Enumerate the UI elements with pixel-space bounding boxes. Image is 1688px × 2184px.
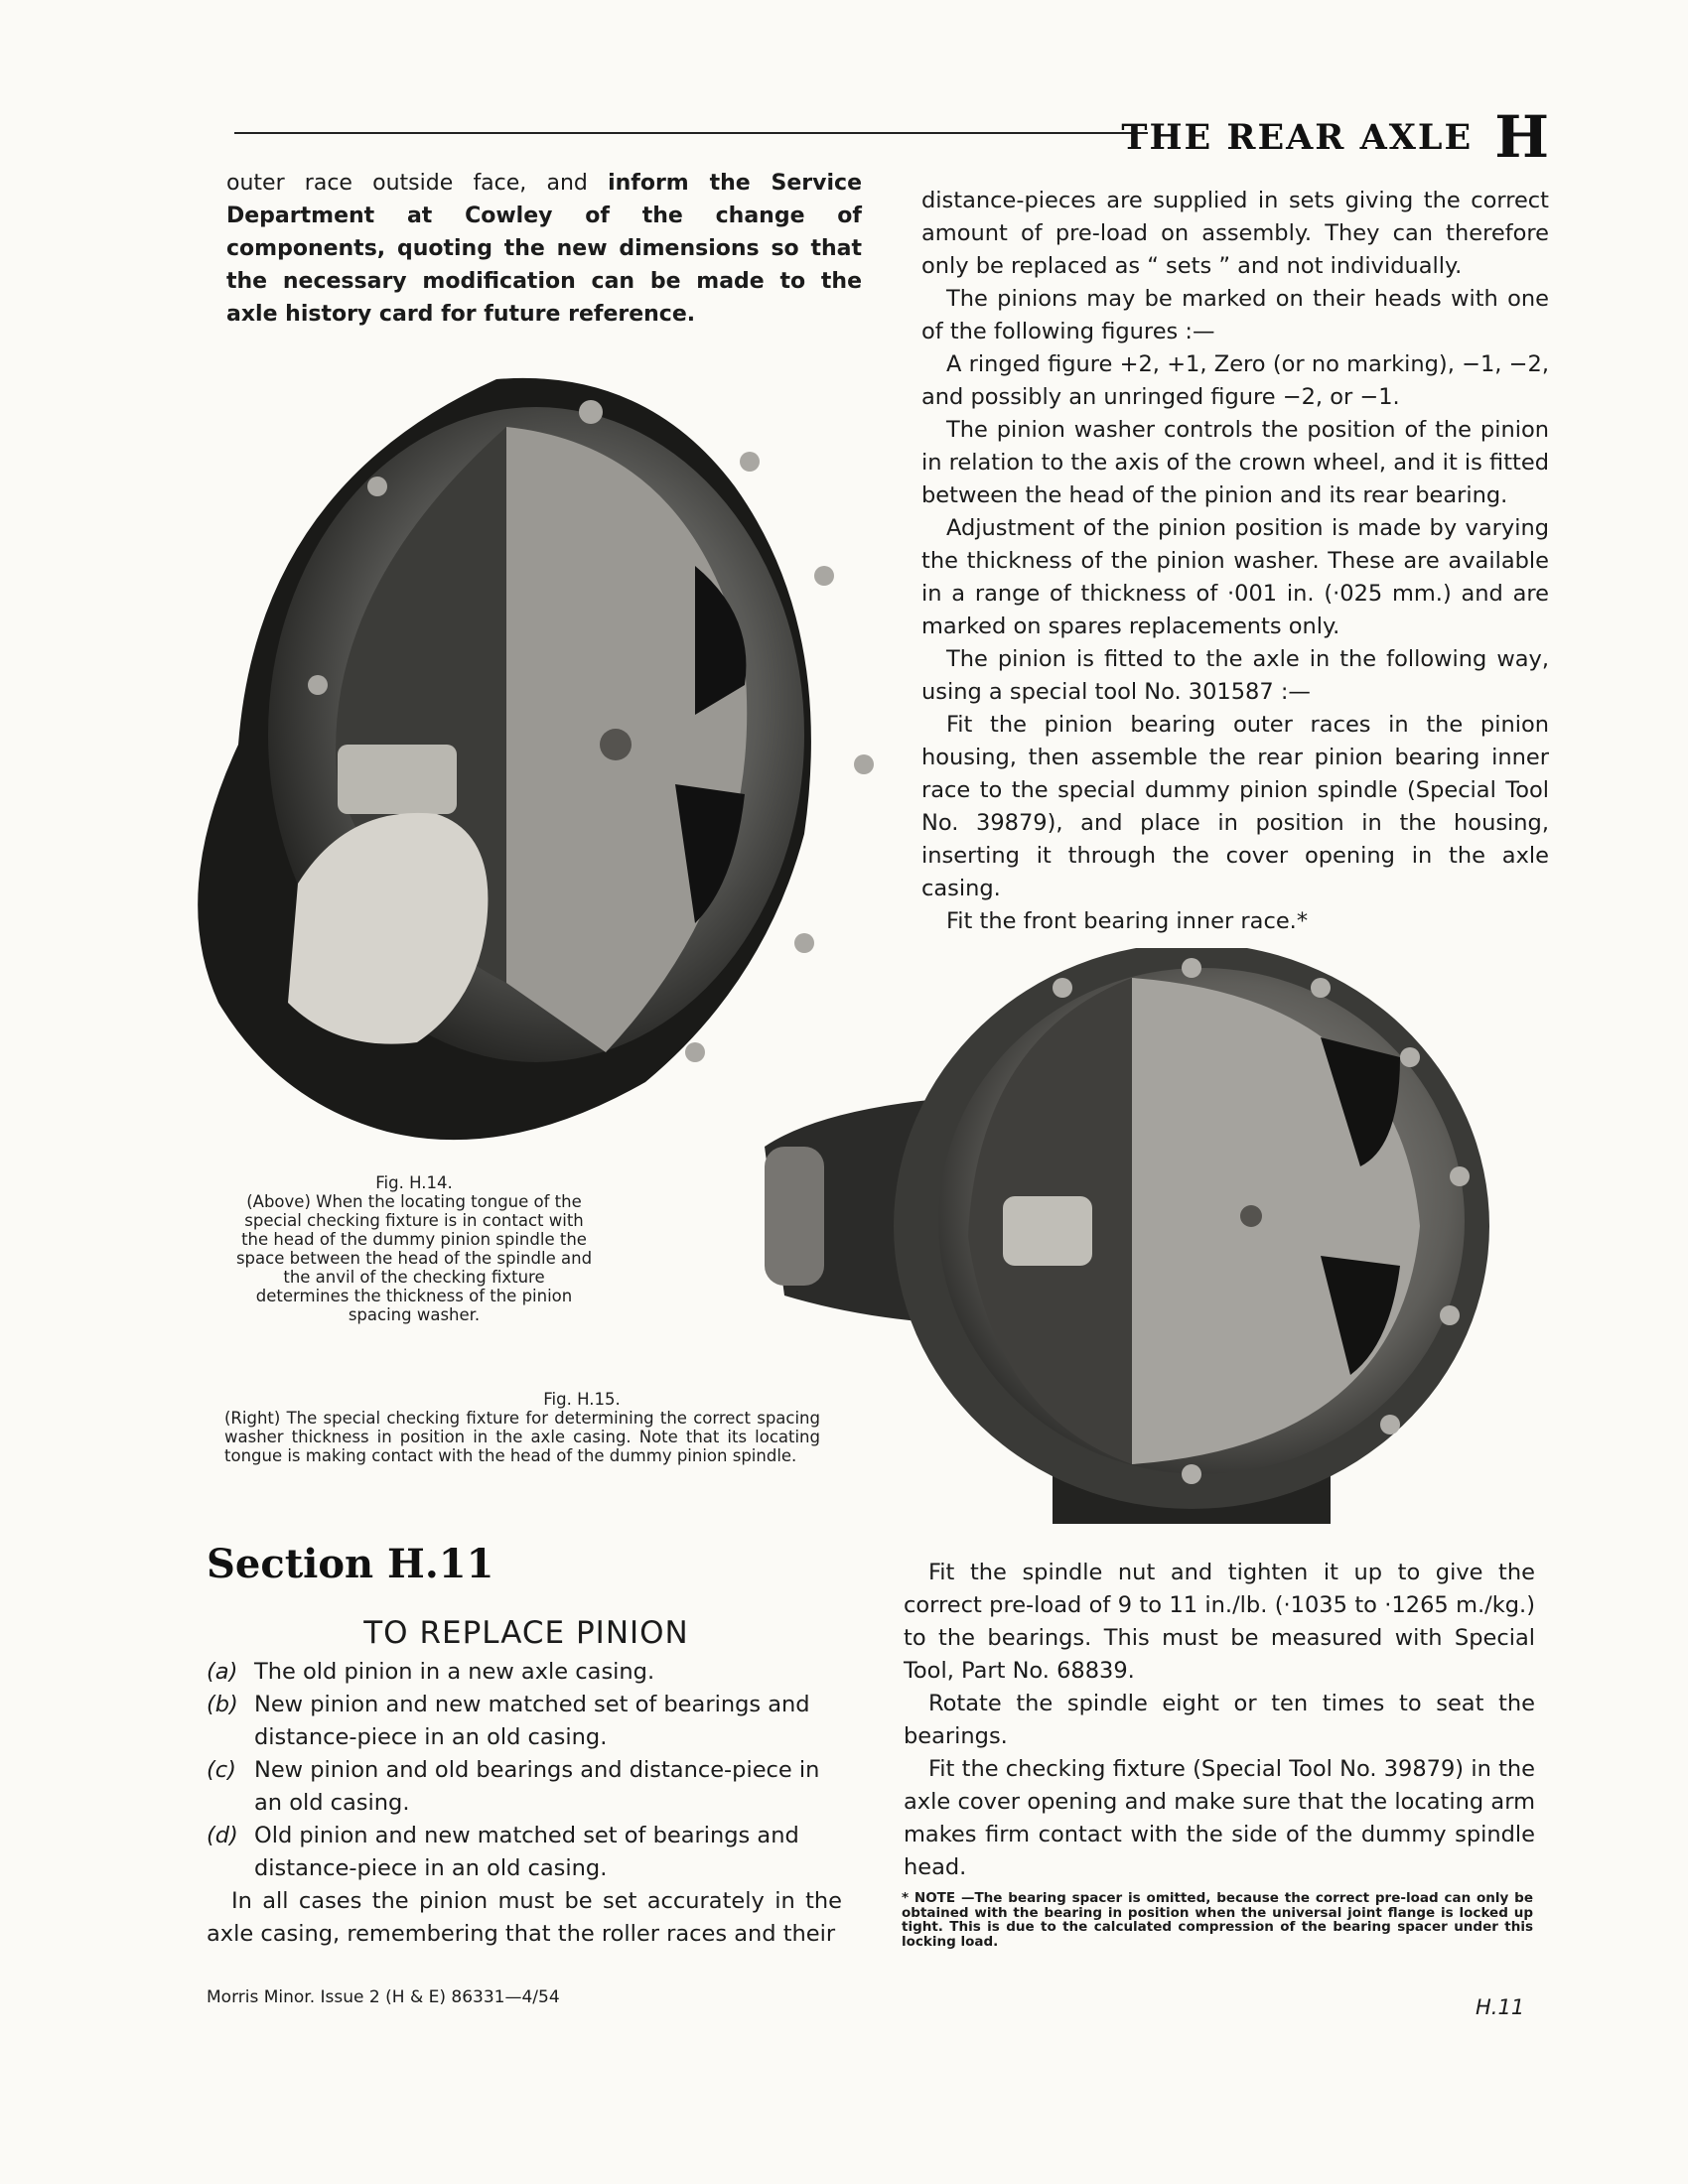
fig-h14-caption: (Above) When the locating tongue of the special checking fixture is in contact with the head of the dummy pinion spindle the space between the head of the spindle and the anvil of the checking fixture determines the thickness of the pinion spacing washer. <box>235 1192 593 1324</box>
list-item-label: (c) <box>207 1757 236 1783</box>
fig-h15-caption-block <box>224 1390 820 1465</box>
page-number: H.11 <box>1476 1995 1525 2019</box>
list-item <box>207 1656 842 1689</box>
section-closing-paragraph: In all cases the pinion must be set accurately in the axle casing, remembering that the roller races and their <box>207 1888 842 1947</box>
right-lower-paragraph: Fit the spindle nut and tighten it up to give the correct pre-load of 9 to 11 in./lb. (·1035 to ·1265 m./kg.) to the bearings. This must be measured with Special Tool, Part No. 68839. <box>904 1560 1535 1684</box>
page-header <box>1121 103 1551 171</box>
list-item-text: The old pinion in a new axle casing. <box>254 1659 655 1685</box>
footnote: * NOTE —The bearing spacer is omitted, because the correct pre-load can only be obtained with the bearing in position when the universal joint flange is locked up tight. This is due to the calculated compression of the bearing spacer under this locking load. <box>902 1890 1533 1950</box>
fig-h15-label: Fig. H.15. <box>543 1390 621 1409</box>
replace-pinion-list <box>207 1656 842 1951</box>
right-paragraph: Adjustment of the pinion position is made by varying the thickness of the pinion washer. These are available in a range of thickness of ·001 in. (·025 mm.) and are marked on spares replacements only. <box>921 515 1549 639</box>
list-item <box>207 1689 842 1754</box>
right-column <box>921 185 1549 938</box>
header-rule <box>234 132 1148 134</box>
right-paragraph: The pinion washer controls the position of the pinion in relation to the axis of the crown wheel, and it is fitted between the head of the pinion and its rear bearing. <box>921 417 1549 508</box>
list-item-label: (a) <box>207 1659 238 1685</box>
right-lower-paragraph: Rotate the spindle eight or ten times to seat the bearings. <box>904 1691 1535 1749</box>
list-item <box>207 1820 842 1885</box>
right-paragraph: distance-pieces are supplied in sets giving the correct amount of pre-load on assembly. They can therefore only be replaced as “ sets ” and not individually. <box>921 188 1549 279</box>
right-paragraph: The pinions may be marked on their heads with one of the following figures :— <box>921 286 1549 344</box>
right-paragraph: Fit the front bearing inner race.* <box>946 908 1309 934</box>
list-item-label: (b) <box>207 1692 238 1717</box>
right-paragraph: Fit the pinion bearing outer races in the pinion housing, then assemble the rear pinion bearing inner race to the special dummy pinion spindle (Special Tool No. 39879), and place in position in the housing, inserting it through the cover opening in the axle casing. <box>921 712 1549 901</box>
right-lower-column <box>904 1557 1535 1884</box>
fig-h14-caption-block <box>234 1173 594 1324</box>
left-top-paragraph <box>226 167 862 331</box>
list-item-text: New pinion and old bearings and distance-piece in an old casing. <box>254 1757 820 1816</box>
list-item-label: (d) <box>207 1823 238 1848</box>
section-title: TO REPLACE PINION <box>363 1615 689 1651</box>
paragraph-bold-text: inform the Service Department at Cowley of the change of components, quoting the new dimensions so that the necessary modification can be made to the axle history card for future reference. <box>226 171 862 327</box>
paragraph-text: outer race outside face, and <box>226 171 609 196</box>
right-paragraph: The pinion is fitted to the axle in the following way, using a special tool No. 301587 :— <box>921 646 1549 705</box>
section-letter: H <box>1494 103 1551 171</box>
fig-h14-label: Fig. H.14. <box>375 1173 453 1192</box>
right-paragraph: A ringed figure +2, +1, Zero (or no marking), −1, −2, and possibly an unringed figure −2, or −1. <box>921 351 1549 410</box>
right-lower-paragraph: Fit the checking fixture (Special Tool No. 39879) in the axle cover opening and make sure that the locating arm makes firm contact with the side of the dummy spindle head. <box>904 1756 1535 1880</box>
list-item <box>207 1754 842 1820</box>
fig-h15-photo <box>765 948 1544 1524</box>
header-title: THE REAR AXLE <box>1121 117 1474 158</box>
list-item-text: New pinion and new matched set of bearings and distance-piece in an old casing. <box>254 1692 810 1750</box>
fig-h15-caption: (Right) The special checking fixture for determining the correct spacing washer thickness in position in the axle casing. Note that its locating tongue is making contact with the head of the dummy pinion spindle. <box>224 1409 820 1465</box>
section-heading: Section H.11 <box>207 1541 494 1587</box>
footer-issue-info: Morris Minor. Issue 2 (H & E) 86331—4/54 <box>207 1987 560 2007</box>
list-item-text: Old pinion and new matched set of bearings and distance-piece in an old casing. <box>254 1823 799 1881</box>
